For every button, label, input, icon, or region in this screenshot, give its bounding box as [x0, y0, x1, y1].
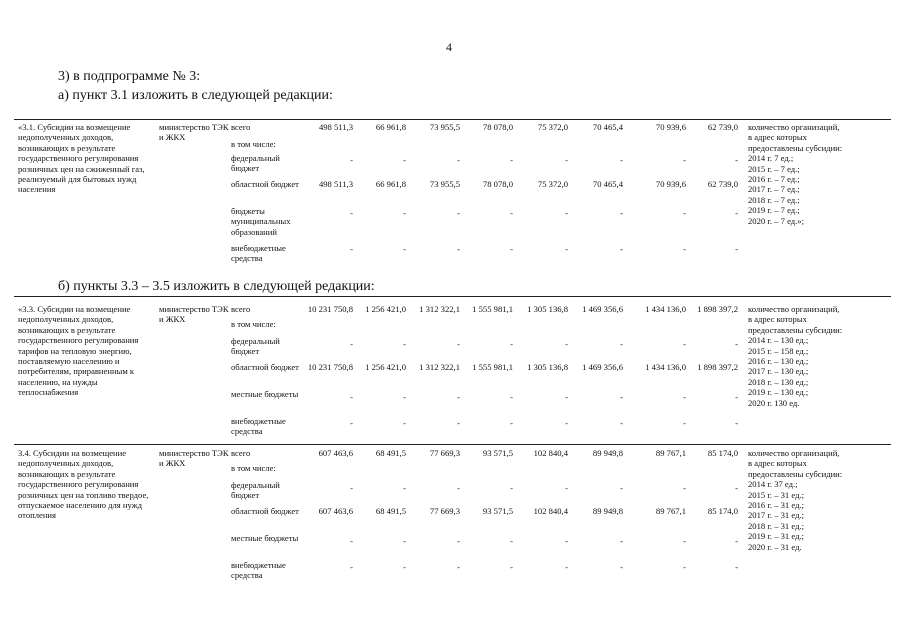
- funding-value: -: [735, 418, 738, 428]
- funding-source: федеральный бюджет: [231, 480, 280, 501]
- funding-value: -: [403, 418, 406, 428]
- funding-value: -: [735, 483, 738, 493]
- funding-value: -: [350, 536, 353, 546]
- funding-value: -: [565, 208, 568, 218]
- funding-value: 78 078,0: [482, 179, 513, 189]
- heading-subprogram: 3) в подпрограмме № 3:: [58, 69, 201, 84]
- executor: министерство ТЭК и ЖКХ: [159, 122, 229, 143]
- funding-value: 1 256 421,0: [365, 362, 406, 372]
- funding-value: 75 372,0: [537, 122, 568, 132]
- funding-value: -: [403, 392, 406, 402]
- funding-source: всего: [231, 448, 251, 458]
- funding-value: 68 491,5: [375, 506, 406, 516]
- funding-value: -: [510, 483, 513, 493]
- funding-source: внебюджетные средства: [231, 243, 286, 264]
- funding-value: 1 434 136,0: [645, 362, 686, 372]
- funding-value: 1 469 356,6: [582, 362, 623, 372]
- funding-value: -: [350, 208, 353, 218]
- funding-value: 77 669,3: [429, 506, 460, 516]
- funding-value: 1 469 356,6: [582, 304, 623, 314]
- funding-value: -: [683, 418, 686, 428]
- funding-value: 93 571,5: [482, 506, 513, 516]
- funding-source: бюджеты муниципальных образований: [231, 206, 291, 237]
- funding-value: 62 739,0: [707, 122, 738, 132]
- table-top-rule: [14, 296, 891, 297]
- funding-value: -: [403, 155, 406, 165]
- funding-value: -: [565, 536, 568, 546]
- funding-value: -: [403, 562, 406, 572]
- funding-value: 78 078,0: [482, 122, 513, 132]
- funding-value: -: [620, 562, 623, 572]
- funding-value: -: [510, 418, 513, 428]
- funding-value: -: [510, 536, 513, 546]
- heading-item-3-1: а) пункт 3.1 изложить в следующей редакции:: [58, 88, 333, 103]
- funding-value: -: [457, 536, 460, 546]
- funding-value: -: [683, 155, 686, 165]
- funding-value: 102 840,4: [533, 506, 568, 516]
- table-top-rule: [14, 119, 891, 120]
- funding-value: -: [403, 339, 406, 349]
- funding-value: -: [683, 244, 686, 254]
- funding-value: -: [735, 155, 738, 165]
- funding-value: -: [350, 155, 353, 165]
- funding-value: 85 174,0: [707, 448, 738, 458]
- funding-value: 607 463,6: [318, 448, 353, 458]
- executor: министерство ТЭК и ЖКХ: [159, 448, 229, 469]
- funding-source: местные бюджеты: [231, 389, 299, 399]
- funding-value: -: [457, 155, 460, 165]
- funding-value: -: [683, 339, 686, 349]
- funding-value: 1 434 136,0: [645, 304, 686, 314]
- funding-value: -: [457, 392, 460, 402]
- funding-value: -: [620, 155, 623, 165]
- funding-value: 73 955,5: [429, 179, 460, 189]
- funding-value: 62 739,0: [707, 179, 738, 189]
- funding-value: 77 669,3: [429, 448, 460, 458]
- funding-value: -: [350, 562, 353, 572]
- funding-value: 89 949,8: [592, 448, 623, 458]
- row-divider: [14, 444, 891, 445]
- funding-value: -: [510, 392, 513, 402]
- funding-source: федеральный бюджет: [231, 153, 280, 174]
- executor: министерство ТЭК и ЖКХ: [159, 304, 229, 325]
- funding-source: федеральный бюджет: [231, 336, 280, 357]
- funding-value: -: [457, 483, 460, 493]
- funding-value: -: [683, 208, 686, 218]
- funding-source: областной бюджет: [231, 179, 299, 189]
- funding-value: 10 231 750,8: [307, 304, 353, 314]
- funding-value: 75 372,0: [537, 179, 568, 189]
- funding-value: 89 767,1: [655, 448, 686, 458]
- funding-value: -: [620, 483, 623, 493]
- funding-value: -: [565, 562, 568, 572]
- funding-value: -: [620, 392, 623, 402]
- funding-value: 10 231 750,8: [307, 362, 353, 372]
- funding-value: -: [403, 483, 406, 493]
- funding-value: -: [620, 208, 623, 218]
- funding-source: областной бюджет: [231, 506, 299, 516]
- funding-value: -: [620, 339, 623, 349]
- funding-source: местные бюджеты: [231, 533, 299, 543]
- funding-source: в том числе:: [231, 463, 276, 473]
- funding-value: -: [350, 418, 353, 428]
- funding-value: -: [735, 208, 738, 218]
- funding-value: 498 511,3: [318, 179, 353, 189]
- funding-value: 68 491,5: [375, 448, 406, 458]
- funding-value: 93 571,5: [482, 448, 513, 458]
- funding-value: 70 465,4: [592, 122, 623, 132]
- funding-value: 607 463,6: [318, 506, 353, 516]
- funding-value: 102 840,4: [533, 448, 568, 458]
- funding-value: -: [350, 339, 353, 349]
- funding-value: 498 511,3: [318, 122, 353, 132]
- funding-value: 89 767,1: [655, 506, 686, 516]
- funding-value: 1 898 397,2: [697, 304, 738, 314]
- funding-value: -: [350, 244, 353, 254]
- funding-source: в том числе:: [231, 139, 276, 149]
- funding-value: -: [510, 339, 513, 349]
- funding-value: -: [457, 339, 460, 349]
- funding-value: -: [565, 418, 568, 428]
- result-indicator: количество организаций, в адрес которых предоставлены субсидии: 2014 г. 37 ед.; 2015 г. – 31 ед.; 2016 г. – 31 ед.; 2017 г. – 31 ед.; 2018 г. – 31 ед.; 2019 г. – 31 ед.; 2020 г. – 31 ед.: [748, 448, 843, 552]
- funding-value: 1 898 397,2: [697, 362, 738, 372]
- funding-value: -: [510, 244, 513, 254]
- funding-value: -: [735, 392, 738, 402]
- funding-value: 1 312 322,1: [419, 304, 460, 314]
- funding-value: 89 949,8: [592, 506, 623, 516]
- funding-value: -: [620, 418, 623, 428]
- funding-value: -: [350, 392, 353, 402]
- funding-source: областной бюджет: [231, 362, 299, 372]
- funding-source: внебюджетные средства: [231, 416, 286, 437]
- funding-value: 70 939,6: [655, 179, 686, 189]
- funding-source: в том числе:: [231, 319, 276, 329]
- funding-value: -: [565, 483, 568, 493]
- funding-value: -: [565, 339, 568, 349]
- funding-value: -: [565, 244, 568, 254]
- funding-value: 1 305 136,8: [527, 304, 568, 314]
- funding-value: -: [403, 208, 406, 218]
- funding-value: 85 174,0: [707, 506, 738, 516]
- page-number: 4: [446, 40, 452, 54]
- funding-value: -: [457, 418, 460, 428]
- funding-value: -: [735, 244, 738, 254]
- funding-value: 70 465,4: [592, 179, 623, 189]
- funding-value: -: [683, 392, 686, 402]
- funding-value: -: [510, 208, 513, 218]
- funding-value: -: [683, 483, 686, 493]
- funding-value: -: [510, 562, 513, 572]
- funding-value: -: [735, 536, 738, 546]
- funding-value: 1 256 421,0: [365, 304, 406, 314]
- funding-value: -: [403, 536, 406, 546]
- funding-value: 1 312 322,1: [419, 362, 460, 372]
- funding-value: -: [735, 562, 738, 572]
- funding-value: -: [457, 208, 460, 218]
- funding-value: -: [403, 244, 406, 254]
- funding-value: -: [683, 536, 686, 546]
- result-indicator: количество организаций, в адрес которых предоставлены субсидии: 2014 г. – 130 ед.; 2015 г. – 158 ед.; 2016 г. – 130 ед.; 2017 г. – 130 ед.; 2018 г. – 130 ед.; 2019 г. – 130 ед.; 2020 г. 130 ед.: [748, 304, 843, 408]
- funding-value: -: [510, 155, 513, 165]
- funding-value: -: [457, 244, 460, 254]
- funding-value: -: [565, 155, 568, 165]
- funding-value: 1 305 136,8: [527, 362, 568, 372]
- funding-value: -: [620, 244, 623, 254]
- funding-value: -: [565, 392, 568, 402]
- funding-value: -: [350, 483, 353, 493]
- funding-value: -: [735, 339, 738, 349]
- funding-value: 1 555 981,1: [472, 362, 513, 372]
- funding-source: внебюджетные средства: [231, 560, 286, 581]
- funding-value: -: [683, 562, 686, 572]
- heading-items-3-3-3-5: б) пункты 3.3 – 3.5 изложить в следующей редакции:: [58, 279, 375, 294]
- funding-value: -: [457, 562, 460, 572]
- funding-value: -: [620, 536, 623, 546]
- measure-name: «3.3. Субсидии на возмещение недополученных доходов, возникающих в результате государственного регулирования тарифов на тепловую энергию, поставляемую населению и потребителям, приравненным к населению, на нужды теплоснабжения: [18, 304, 139, 398]
- result-indicator: количество организаций, в адрес которых предоставлены субсидии: 2014 г. 7 ед.; 2015 г. – 7 ед.; 2016 г. – 7 ед.; 2017 г. – 7 ед.; 2018 г. – 7 ед.; 2019 г. – 7 ед.; 2020 г. – 7 ед.»;: [748, 122, 843, 226]
- funding-value: 73 955,5: [429, 122, 460, 132]
- funding-source: всего: [231, 122, 251, 132]
- funding-source: всего: [231, 304, 251, 314]
- funding-value: 66 961,8: [375, 179, 406, 189]
- funding-value: 1 555 981,1: [472, 304, 513, 314]
- funding-value: 70 939,6: [655, 122, 686, 132]
- funding-value: 66 961,8: [375, 122, 406, 132]
- measure-name: 3.4. Субсидии на возмещение недополученных доходов, возникающих в результате государственного регулирования розничных цен на топливо твердое, отпускаемое населению для нужд отопления: [18, 448, 149, 521]
- measure-name: «3.1. Субсидии на возмещение недополученных доходов, возникающих в результате государственного регулирования розничных цен на сжиженный газ, реализуемый для бытовых нужд населения: [18, 122, 145, 195]
